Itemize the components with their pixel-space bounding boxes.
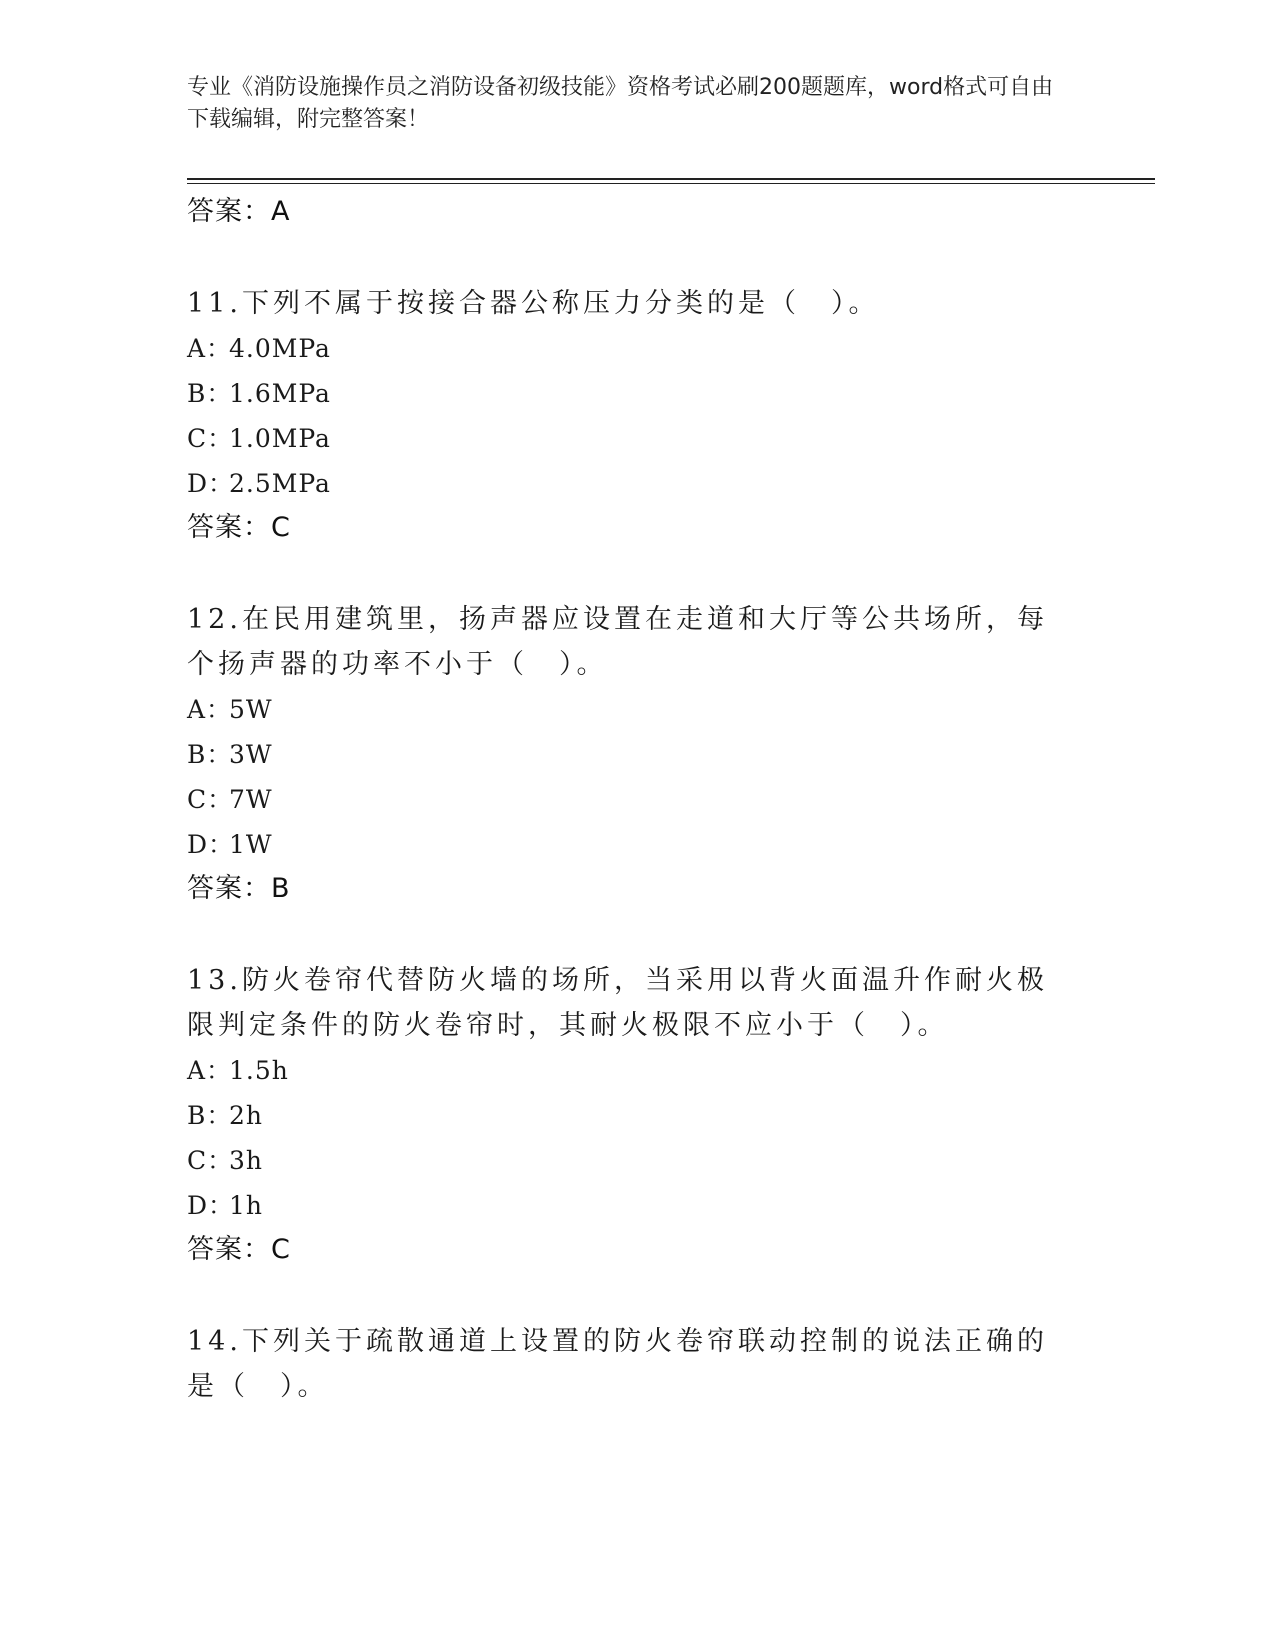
question-14 (187, 1319, 1067, 1409)
option-label: B： (187, 379, 233, 408)
option-value: 1.0MPa (229, 424, 331, 453)
header-divider-thin (187, 183, 1155, 184)
question-text: 13.防火卷帘代替防火墙的场所，当采用以背火面温升作耐火极限判定条件的防火卷帘时，其耐火极限不应小于（ ）。 (187, 965, 1048, 1041)
option-d (187, 1183, 1067, 1228)
option-b (187, 732, 1067, 777)
option-a (187, 326, 1067, 371)
option-c (187, 777, 1067, 822)
question-text: 11.下列不属于按接合器公称压力分类的是（ ）。 (187, 288, 880, 319)
option-label: C： (187, 424, 234, 453)
document-body (187, 190, 1067, 1409)
option-label: C： (187, 1146, 234, 1175)
option-value: 5W (229, 695, 273, 724)
option-label: D： (187, 469, 235, 498)
option-value: 2.5MPa (229, 469, 331, 498)
answer-line: 答案：C (187, 1234, 291, 1265)
option-value: 4.0MPa (229, 334, 331, 363)
option-value: 2h (229, 1101, 264, 1130)
option-d (187, 822, 1067, 867)
option-value: 7W (229, 785, 273, 814)
option-label: B： (187, 740, 233, 769)
answer-line: 答案：B (187, 873, 291, 904)
option-label: D： (187, 830, 235, 859)
option-label: A： (187, 1056, 233, 1085)
option-c (187, 416, 1067, 461)
option-label: C： (187, 785, 234, 814)
option-b (187, 371, 1067, 416)
question-text: 12.在民用建筑里，扬声器应设置在走道和大厅等公共场所，每个扬声器的功率不小于（ ）。 (187, 604, 1048, 680)
option-d (187, 461, 1067, 506)
question-11 (187, 281, 1067, 550)
header-divider-thick (187, 178, 1155, 180)
question-text: 14.下列关于疏散通道上设置的防火卷帘联动控制的说法正确的是（ ）。 (187, 1326, 1048, 1402)
option-value: 1.6MPa (229, 379, 331, 408)
option-value: 1h (229, 1191, 264, 1220)
option-label: B： (187, 1101, 233, 1130)
question-13 (187, 958, 1067, 1272)
option-value: 3W (229, 740, 273, 769)
answer-line-q10: 答案：A (187, 196, 291, 227)
option-a (187, 1048, 1067, 1093)
option-label: A： (187, 334, 233, 363)
page-header: 专业《消防设施操作员之消防设备初级技能》资格考试必刷200题题库，word格式可自由下载编辑，附完整答案！ (187, 75, 1054, 132)
question-12 (187, 597, 1067, 911)
option-value: 3h (229, 1146, 264, 1175)
option-label: A： (187, 695, 233, 724)
answer-line: 答案：C (187, 512, 291, 543)
option-a (187, 687, 1067, 732)
option-label: D： (187, 1191, 235, 1220)
option-b (187, 1093, 1067, 1138)
option-value: 1W (229, 830, 273, 859)
option-c (187, 1138, 1067, 1183)
option-value: 1.5h (229, 1056, 289, 1085)
